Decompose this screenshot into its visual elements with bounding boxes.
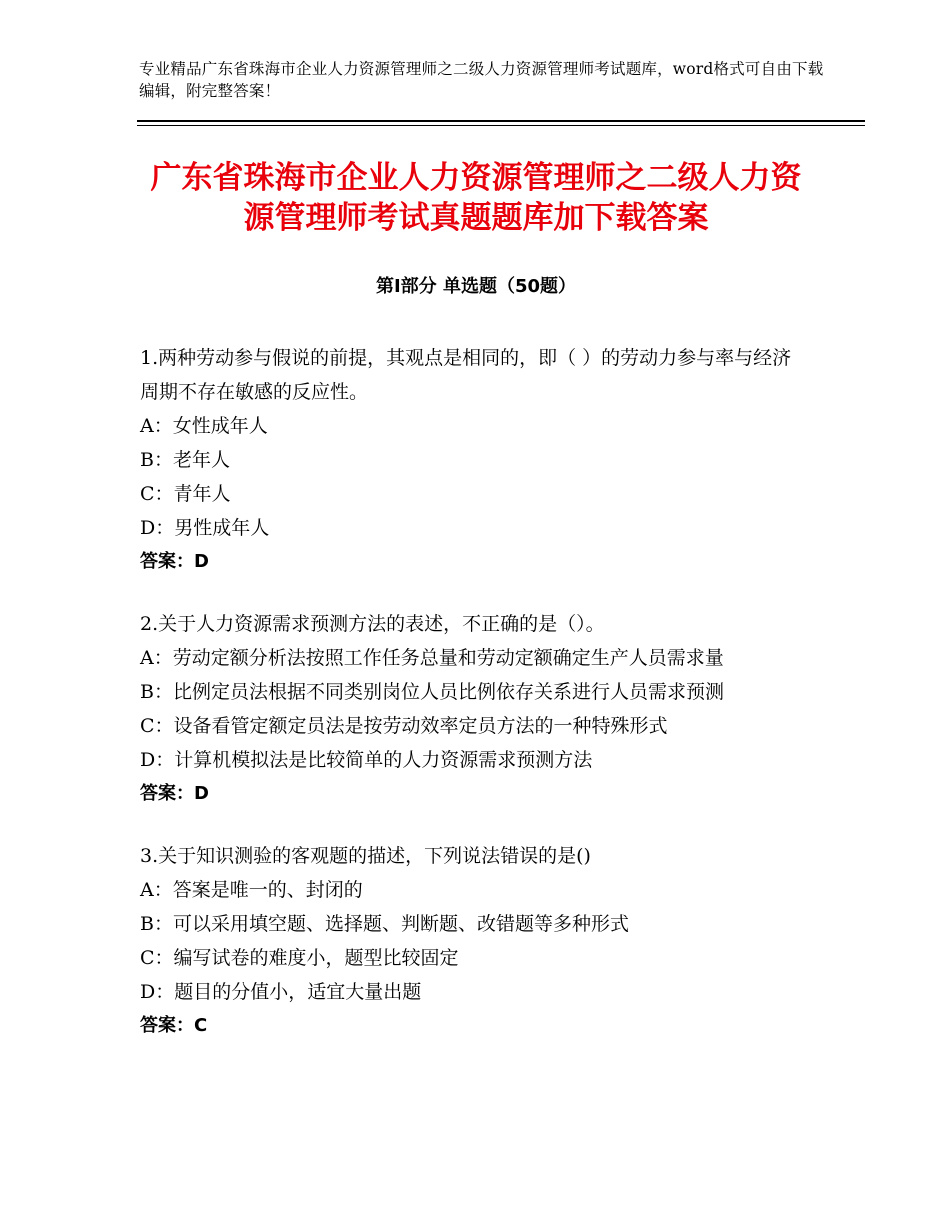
header-rule-thin	[137, 125, 865, 126]
question-list	[140, 341, 820, 1071]
option-c: C：编写试卷的难度小，题型比较固定	[140, 947, 459, 969]
option-b: B：比例定员法根据不同类别岗位人员比例依存关系进行人员需求预测	[140, 681, 724, 703]
question-stem: 2.关于人力资源需求预测方法的表述，不正确的是（）。	[140, 613, 605, 635]
option-a: A：女性成年人	[140, 415, 268, 437]
question-1	[140, 341, 820, 579]
option-b: B：老年人	[140, 449, 230, 471]
section-title: 第Ⅰ部分 单选题（50题）	[375, 276, 576, 297]
option-a: A：劳动定额分析法按照工作任务总量和劳动定额确定生产人员需求量	[140, 647, 724, 669]
answer: 答案：D	[140, 551, 209, 572]
answer: 答案：D	[140, 783, 209, 804]
option-d: D：题目的分值小，适宜大量出题	[140, 981, 422, 1003]
question-3	[140, 839, 820, 1043]
document-title: 广东省珠海市企业人力资源管理师之二级人力资源管理师考试真题题库加下载答案	[150, 160, 802, 236]
question-2	[140, 607, 820, 811]
question-stem: 3.关于知识测验的客观题的描述，下列说法错误的是()	[140, 845, 591, 867]
option-d: D：男性成年人	[140, 517, 270, 539]
option-b: B：可以采用填空题、选择题、判断题、改错题等多种形式	[140, 913, 629, 935]
header-note: 专业精品广东省珠海市企业人力资源管理师之二级人力资源管理师考试题库，word格式可自由下载编辑，附完整答案！	[139, 60, 824, 100]
option-c: C：青年人	[140, 483, 231, 505]
option-d: D：计算机模拟法是比较简单的人力资源需求预测方法	[140, 749, 593, 771]
question-stem: 1.两种劳动参与假说的前提，其观点是相同的，即（ ）的劳动力参与率与经济周期不存在敏感的反应性。	[140, 347, 792, 403]
header-rule-thick	[137, 120, 865, 122]
option-c: C：设备看管定额定员法是按劳动效率定员方法的一种特殊形式	[140, 715, 668, 737]
answer: 答案：C	[140, 1015, 208, 1036]
option-a: A：答案是唯一的、封闭的	[140, 879, 363, 901]
